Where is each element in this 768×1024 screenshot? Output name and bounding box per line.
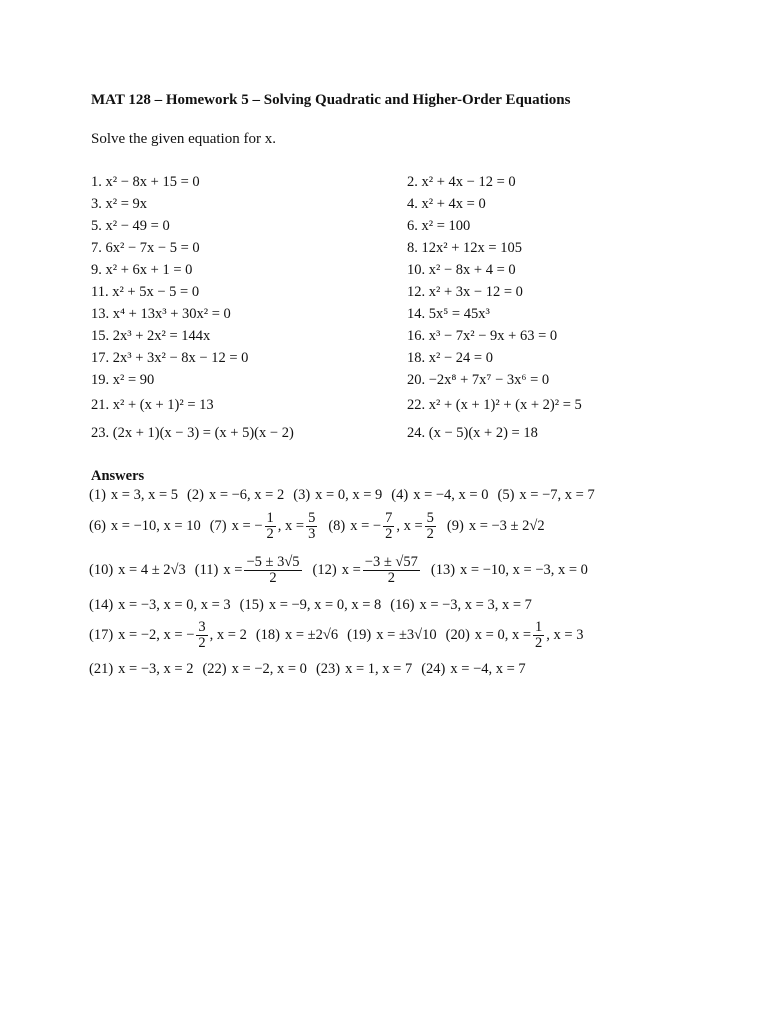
problem-16: 16. x³ − 7x² − 9x + 63 = 0	[407, 328, 558, 344]
answer-19	[347, 627, 437, 644]
answers-line-5	[89, 620, 592, 651]
fraction	[244, 555, 301, 586]
fraction	[265, 511, 276, 542]
fraction	[533, 620, 544, 651]
fraction-denominator: 2	[426, 526, 434, 542]
answer-text: x = −4, x = 7	[450, 661, 526, 677]
problem-1: 1. x² − 8x + 15 = 0	[91, 174, 200, 190]
problem-4: 4. x² + 4x = 0	[407, 196, 486, 212]
answer-text: x = −3, x = 2	[118, 661, 194, 677]
problem-11: 11. x² + 5x − 5 = 0	[91, 284, 200, 300]
answer-text-mid: , x =	[396, 518, 423, 534]
problem-5: 5. x² − 49 = 0	[91, 218, 170, 234]
answer-text-suffix: , x = 3	[546, 627, 584, 643]
answers-line-3	[89, 555, 597, 586]
answer-number: (19)	[347, 627, 372, 643]
answer-number: (18)	[255, 627, 280, 643]
answer-23	[316, 661, 412, 678]
answer-text: x = −3 ± 2√2	[468, 518, 545, 534]
problem-15: 15. 2x³ + 2x² = 144x	[91, 328, 211, 344]
answers-line-6	[89, 661, 535, 678]
answer-number: (3)	[293, 487, 311, 503]
fraction-numerator: 3	[198, 619, 206, 635]
fraction	[363, 555, 420, 586]
answer-number: (10)	[89, 562, 114, 578]
answer-number: (1)	[89, 487, 106, 503]
problem-21: 21. x² + (x + 1)² = 13	[91, 397, 214, 413]
answer-text: x = −6, x = 2	[208, 487, 285, 503]
answer-number: (20)	[445, 627, 470, 643]
answer-text: x = −3, x = 0, x = 3	[118, 597, 231, 613]
answer-21	[89, 661, 193, 678]
answer-number: (24)	[421, 661, 446, 677]
problem-10: 10. x² − 8x + 4 = 0	[407, 262, 516, 278]
answer-number: (11)	[194, 562, 219, 578]
answer-number: (14)	[89, 597, 114, 613]
answers-line-2	[89, 511, 554, 542]
answer-text: x = −2, x = 0	[231, 661, 307, 677]
answer-number: (22)	[202, 661, 227, 677]
problem-19: 19. x² = 90	[91, 372, 155, 388]
answer-text: x = −3, x = 3, x = 7	[419, 597, 532, 613]
problem-14: 14. 5x⁵ = 45x³	[407, 306, 490, 322]
answer-text: x = ±3√10	[376, 627, 437, 643]
answer-text-mid: , x =	[277, 518, 305, 534]
fraction-denominator: 2	[387, 570, 395, 586]
fraction-numerator: 1	[266, 510, 274, 526]
fraction-numerator: 5	[426, 510, 434, 526]
fraction-denominator: 2	[269, 570, 277, 586]
fraction	[196, 620, 207, 651]
answer-18	[256, 627, 338, 644]
problem-7: 7. 6x² − 7x − 5 = 0	[91, 240, 200, 256]
problem-23: 23. (2x + 1)(x − 3) = (x + 5)(x − 2)	[91, 425, 294, 441]
answer-text: x = −9, x = 0, x = 8	[268, 597, 382, 613]
answer-text-prefix: x = −	[231, 518, 263, 534]
problem-13: 13. x⁴ + 13x³ + 30x² = 0	[91, 306, 231, 322]
problem-20: 20. −2x⁸ + 7x⁷ − 3x⁶ = 0	[407, 372, 550, 388]
answer-text-suffix: , x = 2	[209, 627, 247, 643]
answer-17	[89, 620, 247, 651]
answer-text: x = 0, x = 9	[315, 487, 383, 503]
answer-7	[210, 511, 320, 542]
problem-8: 8. 12x² + 12x = 105	[407, 240, 522, 256]
problem-3: 3. x² = 9x	[91, 196, 148, 212]
fraction-denominator: 2	[198, 635, 206, 651]
fraction-numerator: 7	[385, 510, 393, 526]
answer-4	[391, 487, 488, 504]
answer-2	[187, 487, 284, 504]
answer-11	[195, 555, 304, 586]
fraction-denominator: 3	[308, 526, 316, 542]
answer-text: x = −10, x = −3, x = 0	[460, 562, 588, 578]
answer-text-prefix: x = −	[350, 518, 382, 534]
answer-number: (4)	[391, 487, 409, 503]
answers-line-1	[89, 487, 604, 504]
fraction-numerator: −5 ± 3√5	[246, 554, 300, 570]
answer-text: x = −10, x = 10	[110, 518, 201, 534]
answer-8	[328, 511, 438, 542]
page-title: MAT 128 – Homework 5 – Solving Quadratic and Higher-Order Equations	[91, 92, 571, 108]
fraction-denominator: 2	[266, 526, 274, 542]
answers-heading: Answers	[91, 468, 145, 484]
answer-number: (15)	[239, 597, 264, 613]
problem-24: 24. (x − 5)(x + 2) = 18	[407, 425, 538, 441]
answers-line-4	[89, 597, 541, 614]
answer-number: (7)	[209, 518, 227, 534]
answer-number: (21)	[89, 661, 114, 677]
problem-22: 22. x² + (x + 1)² + (x + 2)² = 5	[407, 397, 582, 413]
answer-1	[89, 487, 178, 504]
answer-10	[89, 562, 186, 579]
problem-12: 12. x² + 3x − 12 = 0	[407, 284, 523, 300]
answer-13	[431, 562, 588, 579]
answer-16	[390, 597, 532, 614]
answer-number: (9)	[446, 518, 464, 534]
problem-9: 9. x² + 6x + 1 = 0	[91, 262, 193, 278]
answer-text-prefix: x = −2, x = −	[118, 627, 195, 643]
answer-text: x = ±2√6	[285, 627, 339, 643]
answer-text: x = 3, x = 5	[110, 487, 179, 503]
answer-number: (13)	[430, 562, 456, 578]
answer-number: (8)	[328, 518, 346, 534]
answer-text: x = 4 ± 2√3	[118, 562, 186, 578]
answer-22	[202, 661, 306, 678]
answer-number: (23)	[315, 661, 341, 677]
problem-18: 18. x² − 24 = 0	[407, 350, 493, 366]
answer-text: x = 1, x = 7	[345, 661, 413, 677]
answer-number: (12)	[312, 562, 337, 578]
answer-text-prefix: x =	[341, 562, 361, 578]
fraction	[383, 511, 394, 542]
answer-text-prefix: x = 0, x =	[474, 627, 532, 643]
answer-number: (17)	[89, 627, 114, 643]
answer-text: x = −4, x = 0	[413, 487, 489, 503]
answer-number: (16)	[390, 597, 415, 613]
instruction-text: Solve the given equation for x.	[91, 131, 276, 147]
fraction	[425, 511, 436, 542]
answer-number: (2)	[187, 487, 204, 503]
fraction-denominator: 2	[385, 526, 393, 542]
answer-24	[421, 661, 525, 678]
answer-20	[446, 620, 584, 651]
problem-6: 6. x² = 100	[407, 218, 471, 234]
fraction-numerator: 5	[308, 510, 316, 526]
fraction-denominator: 2	[535, 635, 543, 651]
problem-17: 17. 2x³ + 3x² − 8x − 12 = 0	[91, 350, 249, 366]
fraction	[306, 511, 317, 542]
answer-number: (6)	[89, 518, 106, 534]
answer-3	[293, 487, 382, 504]
answer-15	[240, 597, 382, 614]
answer-14	[89, 597, 231, 614]
answer-text: x = −7, x = 7	[519, 487, 595, 503]
problem-2: 2. x² + 4x − 12 = 0	[407, 174, 516, 190]
fraction-numerator: 1	[535, 619, 543, 635]
answer-12	[313, 555, 422, 586]
answer-5	[498, 487, 595, 504]
answer-9	[447, 518, 545, 535]
fraction-numerator: −3 ± √57	[364, 554, 418, 570]
answer-6	[89, 518, 201, 535]
answer-text-prefix: x =	[223, 562, 243, 578]
answer-number: (5)	[497, 487, 515, 503]
